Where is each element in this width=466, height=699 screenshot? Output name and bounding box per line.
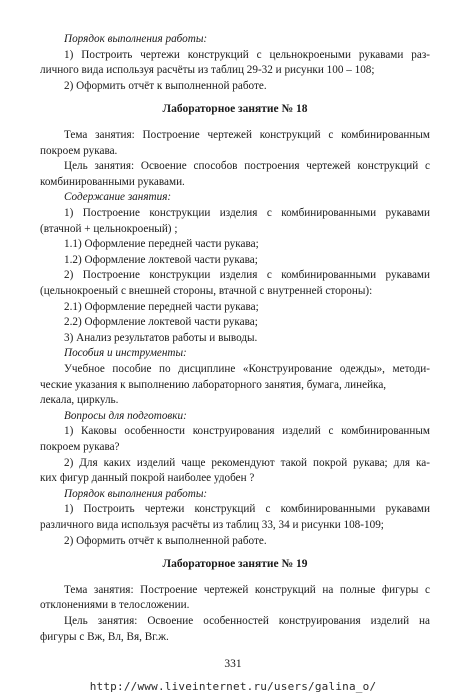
text-line: Пособия и инструменты:	[64, 347, 187, 360]
section-heading: Лабораторное занятие № 19	[162, 558, 308, 571]
text-line: Тема занятия: Построение чертежей конструкций с комбинированным	[64, 129, 430, 141]
text-line: лекала, циркуль.	[40, 394, 119, 407]
text-line: 1) Построить чертежи конструкций с цельнокроеными рукавами раз-	[64, 48, 430, 61]
text-line: Учебное пособие по дисциплине «Конструирование одежды», методи-	[64, 363, 430, 375]
text-line: 1) Каковы особенности конструирования изделий с комбинированным	[64, 425, 430, 438]
text-line: 2) Для каких изделий чаще рекомендуют такой покрой рукава; для ка-	[64, 456, 430, 469]
text-line: Цель занятия: Освоение способов построения чертежей конструкций с	[64, 160, 430, 173]
text-line: покроем рукава?	[40, 441, 120, 453]
page-number: 331	[224, 658, 242, 670]
text-line: 2.2) Оформление локтевой части рукава;	[64, 316, 258, 329]
text-line: 1.1) Оформление передней части рукава;	[64, 238, 259, 251]
section-heading: Лабораторное занятие № 18	[162, 103, 308, 116]
text-line: личного вида используя расчёты из таблиц 29-32 и рисунки 100 – 108;	[40, 64, 375, 77]
text-line: фигуры с Вж, Вл, Вя, Вг.ж.	[40, 630, 169, 643]
text-line: (втачной + цельнокроеный) ;	[40, 222, 178, 235]
text-line: 1) Построение конструкции изделия с комбинированными рукавами	[64, 207, 430, 219]
text-line: ких фигур данный покрой наиболее удобен ?	[40, 472, 255, 485]
text-line: комбинированными рукавами.	[40, 175, 185, 188]
text-line: 3) Анализ результатов работы и выводы.	[64, 331, 258, 344]
text-line: Тема занятия: Построение чертежей конструкций на полные фигуры с	[64, 583, 430, 596]
text-line: (цельнокроеный с внешней стороны, втачной с внутренней стороны):	[40, 285, 373, 297]
text-line: ческие указания к выполнению лабораторного занятия, бумага, линейка,	[40, 378, 387, 391]
text-line: Порядок выполнения работы:	[64, 33, 208, 45]
text-line: Порядок выполнения работы:	[64, 487, 208, 500]
text-line: Цель занятия: Освоение особенностей конструирования изделий на	[64, 615, 430, 627]
text-line: Содержание занятия:	[64, 191, 172, 204]
text-line: 1) Построить чертежи конструкций с комбинированными рукавами	[64, 503, 430, 516]
watermark-url: http://www.liveinternet.ru/users/galina_o/	[89, 680, 377, 693]
text-line: 2.1) Оформление передней части рукава;	[64, 300, 259, 313]
text-line: различного вида используя расчёты из таблиц 33, 34 и рисунки 108-109;	[40, 519, 384, 531]
text-line: 2) Оформить отчёт к выполненной работе.	[64, 79, 267, 92]
text-line: 2) Построение конструкции изделия с комбинированными рукавами	[64, 269, 430, 282]
text-line: отклонениями в телосложении.	[40, 599, 190, 612]
text-line: покроем рукава.	[40, 144, 118, 157]
text-line: 2) Оформить отчёт к выполненной работе.	[64, 534, 267, 547]
text-line: 1.2) Оформление локтевой части рукава;	[64, 253, 258, 266]
text-line: Вопросы для подготовки:	[64, 409, 187, 422]
